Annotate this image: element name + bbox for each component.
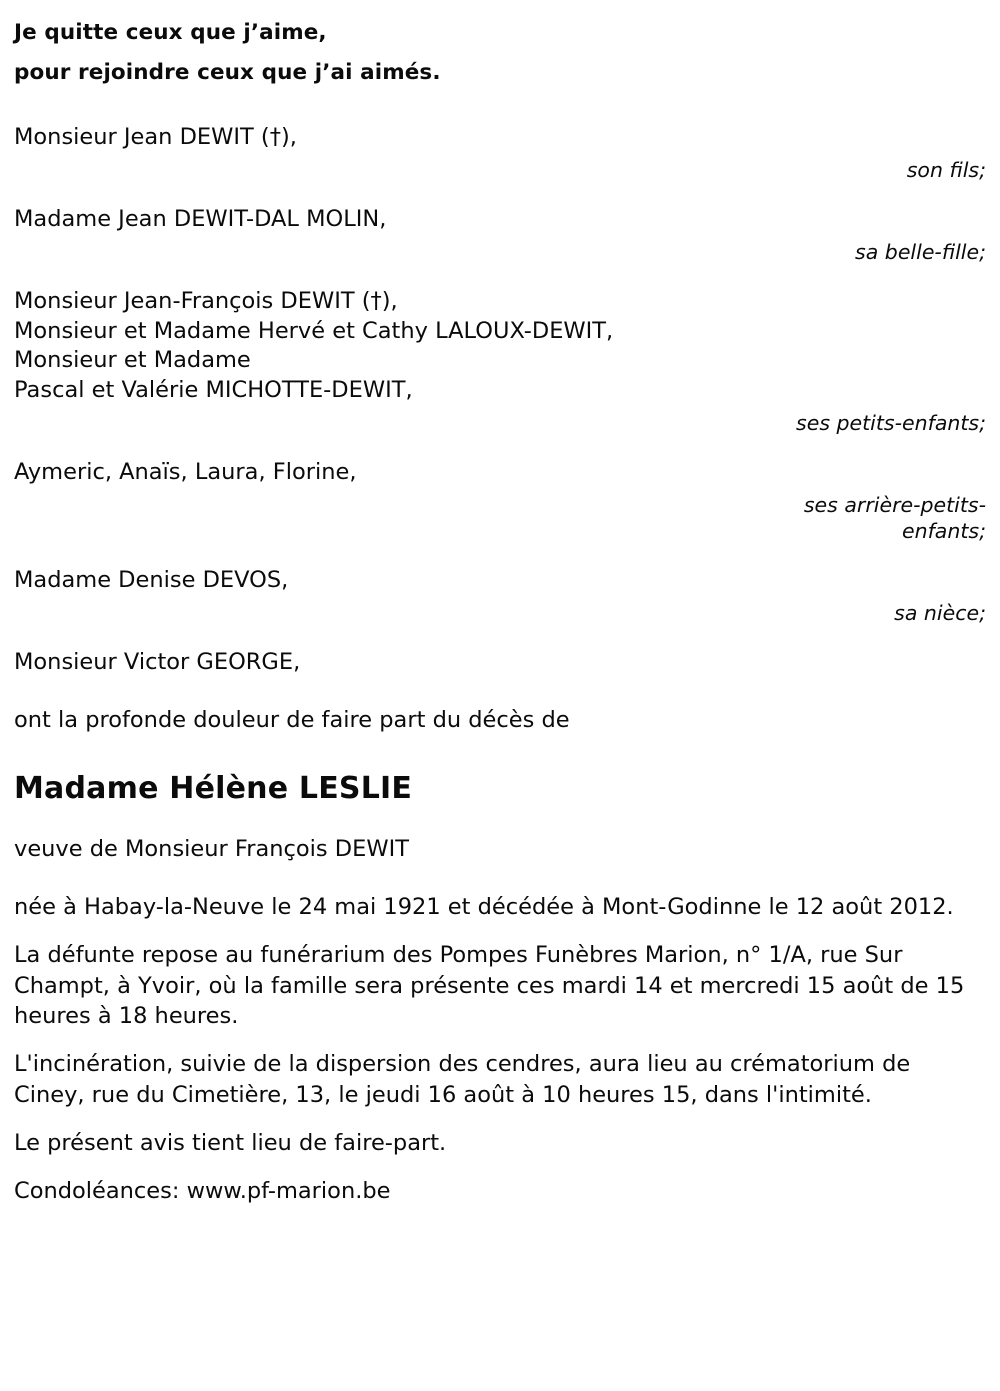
family-names [14,287,774,406]
family-names [14,205,774,235]
family-block [14,566,986,626]
spouse-line: veuve de Monsieur François DEWIT [14,835,409,862]
family-relations [14,492,986,544]
detail-notice: Le présent avis tient lieu de faire-part. [14,1130,447,1157]
family-name: Monsieur et Madame Hervé et Cathy LALOUX-DEWIT, [14,317,614,344]
epigraph-line-1: Je quitte ceux que j’aime, [14,20,327,45]
family-relations [14,157,986,183]
family-relation: ses arrière-petits- [803,492,986,517]
detail-birth-death: née à Habay-la-Neuve le 24 mai 1921 et décédée à Mont-Godinne le 12 août 2012. [14,893,954,920]
family-relation: ses petits-enfants; [796,410,986,435]
family-list [14,123,986,678]
family-relation: sa belle-fille; [855,239,986,264]
family-names [14,123,774,153]
family-relations [14,410,986,436]
family-name: Monsieur et Madame [14,347,251,374]
family-names [14,648,774,678]
family-block [14,287,986,436]
family-name: Monsieur Victor GEORGE, [14,648,301,675]
family-relations [14,600,986,626]
family-relations [14,239,986,265]
family-name: Madame Denise DEVOS, [14,566,289,593]
family-block [14,648,986,678]
detail-condolences: Condoléances: www.pf-marion.be [14,1178,391,1205]
family-block [14,123,986,183]
detail-funeral-home: La défunte repose au funérarium des Pompes Funèbres Marion, n° 1/A, rue Sur Champt, à Yvoir, où la famille sera présente ces mardi 14 et mercredi 15 août de 15 heures à 18 heures. [14,942,965,1029]
family-names [14,566,774,596]
family-relation: son fils; [906,157,986,182]
epigraph-line-2: pour rejoindre ceux que j’ai aimés. [14,59,441,85]
details-section [14,892,986,1207]
family-name: Aymeric, Anaïs, Laura, Florine, [14,458,357,485]
family-block [14,205,986,265]
family-relation: enfants; [901,518,986,543]
detail-cremation: L'incinération, suivie de la dispersion des cendres, aura lieu au crématorium de Ciney, rue du Cimetière, 13, le jeudi 16 août à 10 heures 15, dans l'intimité. [14,1051,911,1108]
family-relation: sa nièce; [894,600,986,625]
family-name: Pascal et Valérie MICHOTTE-DEWIT, [14,376,413,403]
epigraph [14,22,986,83]
announcement-intro: ont la profonde douleur de faire part du décès de [14,706,570,733]
family-name: Monsieur Jean-François DEWIT (†), [14,287,398,314]
family-block [14,458,986,544]
family-name: Madame Jean DEWIT-DAL MOLIN, [14,205,387,232]
deceased-name: Madame Hélène LESLIE [14,770,413,806]
family-names [14,458,774,488]
family-name: Monsieur Jean DEWIT (†), [14,124,297,150]
